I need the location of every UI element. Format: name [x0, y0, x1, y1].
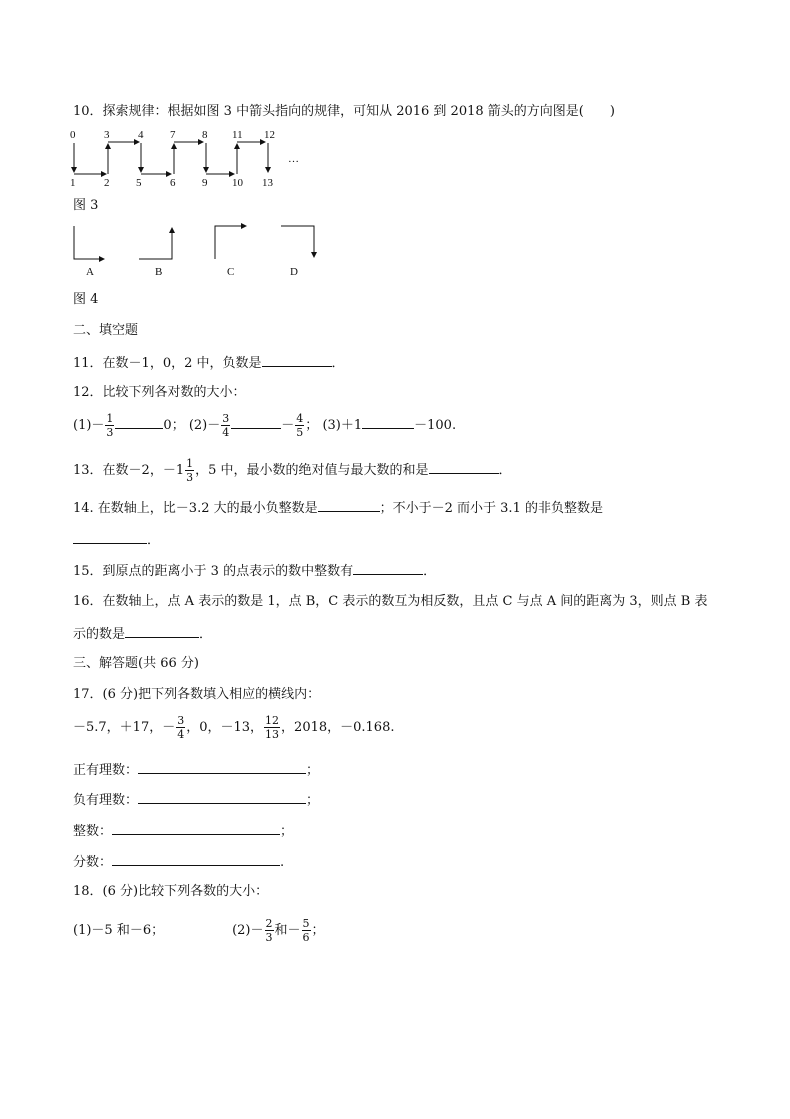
q17-numbers: [73, 714, 394, 742]
fraction: $\frac{3}{4}$: [222, 412, 230, 439]
fig3-ellipsis: …: [288, 153, 299, 165]
fraction-blank[interactable]: [112, 852, 280, 866]
section-3-heading: 三、解答题(共 66 分): [73, 656, 199, 671]
negative-label: 负有理数：: [73, 793, 139, 808]
answer-blank[interactable]: [115, 415, 163, 429]
fig3-label: 图 3: [73, 198, 99, 213]
answer-blank[interactable]: [73, 530, 147, 544]
q18-parts: [73, 917, 325, 945]
q13-pre: 13．在数－2，－1: [73, 463, 185, 478]
q14-pre: 14. 在数轴上，比－3.2 大的最小负整数是: [73, 501, 318, 516]
option-b-label: B: [155, 266, 163, 278]
fig3-num-bottom: 1: [70, 177, 76, 189]
fraction: $\frac{5}{6}$: [302, 917, 310, 944]
fraction: $\frac{12}{13}$: [265, 714, 280, 741]
q12-p1-pre: (1)－: [73, 418, 105, 433]
fig4-label: 图 4: [73, 292, 99, 307]
q13-end: ．: [498, 463, 512, 478]
integer-label: 整数：: [73, 824, 113, 839]
answer-blank[interactable]: [429, 460, 499, 474]
q14-line2: [73, 530, 160, 550]
q12-parts: [73, 412, 456, 439]
q12-p3-pre: (3)＋1: [322, 418, 363, 433]
option-a-arrows: [74, 226, 104, 259]
q17-integer: 整数： ；: [73, 821, 293, 841]
fig3-num-bottom: 13: [262, 177, 273, 189]
q17-text: 17．(6 分)把下列各数填入相应的横线内：: [73, 687, 321, 702]
q15-text: 15．到原点的距离小于 3 的点表示的数中整数有: [73, 564, 354, 579]
q12-p1-post: 0；: [163, 418, 185, 433]
fig3-num-top: 7: [170, 129, 176, 141]
q16-line2-text: 示的数是: [73, 627, 126, 642]
fig3-num-top: 12: [264, 129, 275, 141]
fig3-num-top: 4: [138, 129, 144, 141]
q14-mid: ；不小于－2 而小于 3.1 的非负整数是: [379, 501, 603, 516]
figure-4-options: [66, 222, 336, 282]
positive-label: 正有理数：: [73, 763, 139, 778]
fig3-num-top: 3: [104, 129, 110, 141]
q17-nums-mid: ，0，－13，: [186, 720, 264, 735]
figure-3-arrow-pattern: [66, 126, 316, 192]
option-d-label: D: [290, 266, 298, 278]
q18-p2-mid: 和－: [274, 923, 301, 938]
option-c-label: C: [227, 266, 235, 278]
integer-blank[interactable]: [112, 821, 280, 835]
q14: [73, 498, 603, 518]
q11-end: ．: [331, 356, 345, 371]
q15: [73, 561, 436, 581]
q12-p2-pre: (2)－: [188, 418, 221, 433]
fraction: $\frac{1}{3}$: [186, 457, 194, 484]
q16-end: ．: [199, 627, 213, 642]
q17-nums-pre: －5.7，＋17，－: [73, 720, 176, 735]
option-a-label: A: [86, 266, 94, 278]
fraction: $\frac{1}{3}$: [106, 412, 114, 439]
q18-p1: (1)－5 和－6；: [73, 923, 165, 938]
q13: [73, 457, 512, 484]
q17-fraction: 分数： .: [73, 852, 284, 872]
option-b-arrows: [139, 228, 172, 259]
negative-blank[interactable]: [138, 790, 306, 804]
q14-end: ．: [147, 533, 161, 548]
fig3-num-top: 11: [232, 129, 243, 141]
q11: [73, 353, 345, 373]
positive-blank[interactable]: [138, 760, 306, 774]
q17-negative: 负有理数： ；: [73, 790, 319, 810]
q18-p2-pre: (2)－: [232, 923, 264, 938]
answer-blank[interactable]: [318, 498, 380, 512]
q10-text: 10．探索规律：根据如图 3 中箭头指向的规律，可知从 2016 到 2018 箭头的方向图是( ): [73, 104, 615, 119]
fig3-num-bottom: 10: [232, 177, 243, 189]
q18-p2-post: ；: [311, 923, 325, 938]
q12-text: 12．比较下列各对数的大小：: [73, 385, 246, 400]
answer-blank[interactable]: [231, 415, 281, 429]
option-d-arrows: [281, 226, 314, 257]
q16-line2: [73, 624, 212, 644]
fraction-label: 分数：: [73, 855, 113, 870]
fig3-num-top: 0: [70, 129, 76, 141]
fig3-num-bottom: 5: [136, 177, 142, 189]
q12-p3-post: －100.: [414, 418, 457, 433]
q12-p2-mid: －: [281, 418, 295, 433]
fraction: $\frac{4}{5}$: [296, 412, 304, 439]
answer-blank[interactable]: [262, 353, 332, 367]
fig3-num-top: 8: [202, 129, 208, 141]
fig3-num-bottom: 9: [202, 177, 208, 189]
answer-blank[interactable]: [362, 415, 414, 429]
fraction: $\frac{3}{4}$: [177, 714, 185, 741]
q15-end: ．: [423, 564, 437, 579]
fig3-num-bottom: 2: [104, 177, 110, 189]
section-2-heading: 二、填空题: [73, 323, 139, 338]
q11-text: 11．在数－1，0，2 中，负数是: [73, 356, 262, 371]
q16-line1: 16．在数轴上，点 A 表示的数是 1，点 B，C 表示的数互为相反数，且点 C 与点 A 间的距离为 3，则点 B 表: [73, 594, 708, 609]
q18-text: 18．(6 分)比较下列各数的大小：: [73, 884, 269, 899]
q12-p2-post: ；: [305, 418, 319, 433]
fraction: $\frac{2}{3}$: [265, 917, 273, 944]
q17-positive: 正有理数： ；: [73, 760, 319, 780]
answer-blank[interactable]: [125, 624, 199, 638]
fig3-num-bottom: 6: [170, 177, 176, 189]
answer-blank[interactable]: [353, 561, 423, 575]
q13-post: ，5 中，最小数的绝对值与最大数的和是: [195, 463, 429, 478]
option-c-arrows: [215, 226, 246, 259]
q17-nums-post: ，2018，－0.168.: [281, 720, 395, 735]
